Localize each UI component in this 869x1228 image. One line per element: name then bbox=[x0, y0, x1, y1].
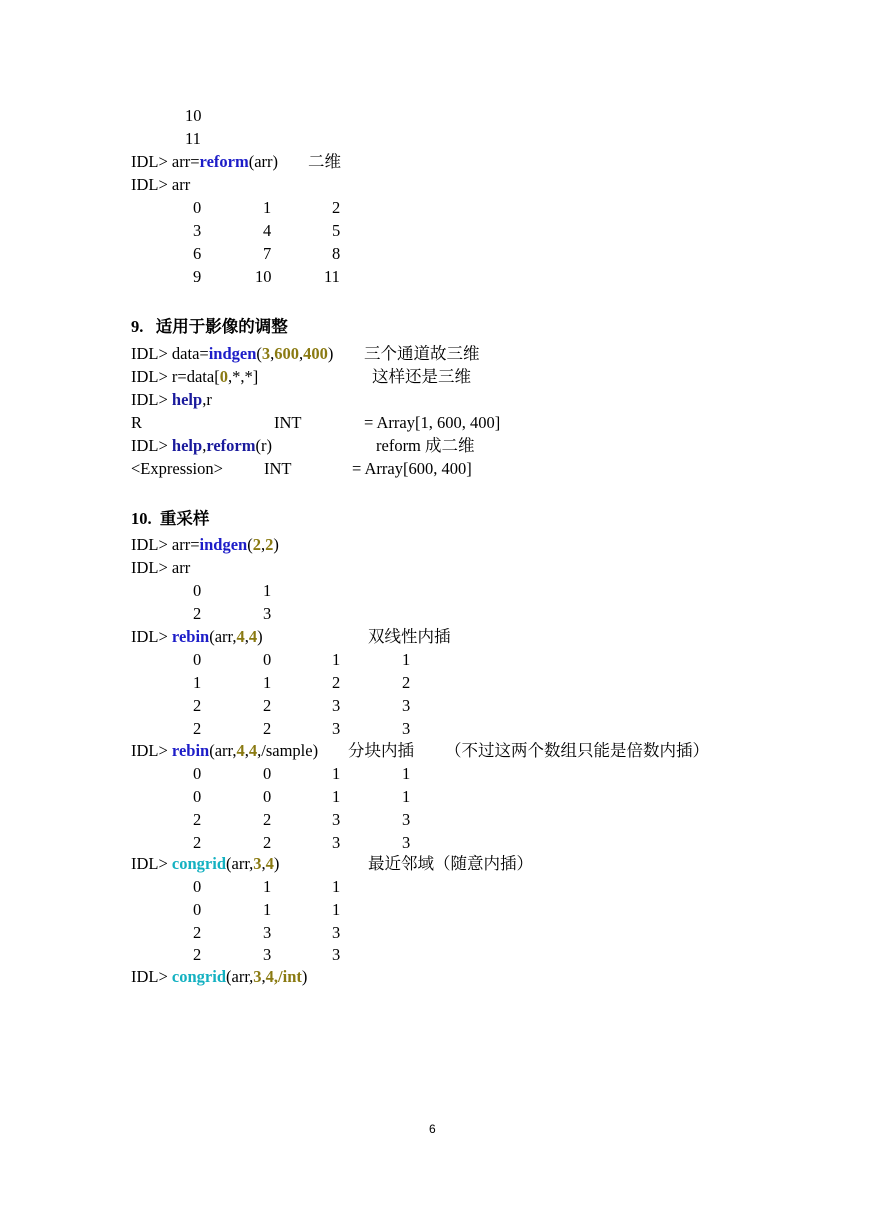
page-number: 6 bbox=[429, 1122, 436, 1136]
comment: 三个通道故三维 bbox=[364, 344, 480, 363]
comment: （不过这两个数组只能是倍数内插） bbox=[445, 741, 709, 760]
function-name: reform bbox=[199, 152, 249, 171]
section-heading: 9. 适用于影像的调整 bbox=[131, 317, 288, 336]
idl-command-line: IDL> congrid(arr,3,4,/int) bbox=[131, 967, 308, 986]
output-value: 11 bbox=[185, 129, 201, 148]
comment: 双线性内插 bbox=[368, 627, 451, 646]
comment: 这样还是三维 bbox=[372, 367, 471, 386]
function-name: indgen bbox=[208, 344, 257, 363]
function-name: rebin bbox=[171, 627, 210, 646]
idl-command-line: IDL> arr bbox=[131, 175, 191, 194]
comment: 最近邻域（随意内插） bbox=[368, 854, 533, 873]
section-heading: 10. 重采样 bbox=[131, 509, 210, 528]
idl-command-line: IDL> rebin(arr,4,4) 双线性内插 bbox=[131, 627, 451, 646]
function-name: indgen bbox=[199, 535, 248, 554]
comment: 二维 bbox=[308, 152, 341, 171]
function-name: congrid bbox=[171, 967, 227, 986]
function-name: help bbox=[171, 390, 203, 409]
function-name: help bbox=[171, 436, 203, 455]
comment: 分块内插 bbox=[348, 741, 414, 760]
function-name: rebin bbox=[171, 741, 210, 760]
comment: reform 成二维 bbox=[376, 436, 475, 455]
idl-command-line: IDL> arr=reform(arr) 二维 bbox=[131, 152, 341, 171]
idl-command-line: IDL> arr bbox=[131, 558, 191, 577]
output-value: 10 bbox=[185, 106, 202, 125]
idl-command-line: IDL> data=indgen(3,600,400) 三个通道故三维 bbox=[131, 344, 480, 363]
idl-command-line: IDL> r=data[0,*,*] 这样还是三维 bbox=[131, 367, 471, 386]
function-name: congrid bbox=[171, 854, 227, 873]
idl-command-line: IDL> congrid(arr,3,4) 最近邻域（随意内插） bbox=[131, 854, 533, 873]
idl-command-line: IDL> help,reform(r) reform 成二维 bbox=[131, 436, 475, 455]
function-name: reform bbox=[206, 436, 256, 455]
idl-command-line: IDL> help,r bbox=[131, 390, 212, 409]
idl-command-line: IDL> rebin(arr,4,4,/sample) 分块内插 （不过这两个数组只能是倍数内插） bbox=[131, 741, 709, 760]
idl-command-line: IDL> arr=indgen(2,2) bbox=[131, 535, 279, 554]
